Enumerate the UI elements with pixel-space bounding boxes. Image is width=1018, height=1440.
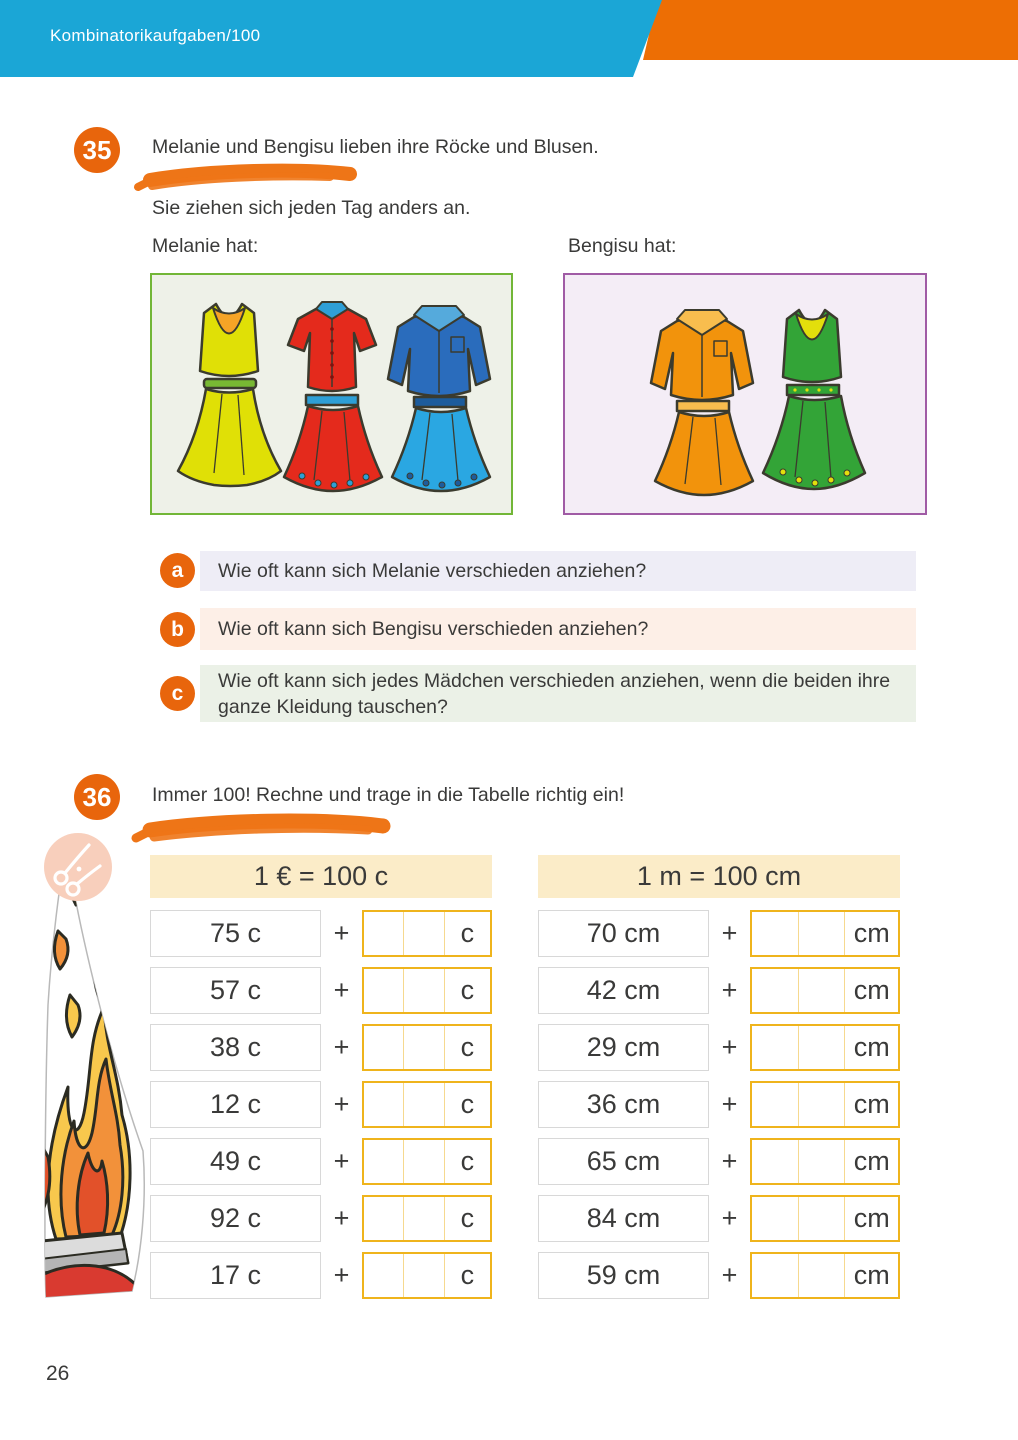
answer-digit-cell[interactable] (364, 1083, 404, 1126)
meter-answer-box[interactable] (750, 1195, 900, 1242)
meter-answer-box[interactable] (750, 1252, 900, 1299)
meter-answer-box[interactable] (750, 1024, 900, 1071)
task-36-badge (74, 774, 120, 820)
answer-digit-cell[interactable] (364, 1197, 404, 1240)
question-a-strip (200, 551, 916, 591)
euro-answer-box[interactable] (362, 1138, 492, 1185)
meter-answer-box[interactable] (750, 1081, 900, 1128)
answer-unit-cell: c (460, 918, 475, 948)
answer-digit-cell[interactable] (799, 969, 846, 1012)
meter-value-cell: 29 cm (538, 1024, 709, 1071)
answer-unit-cell: cm (853, 975, 890, 1005)
euro-value-cell: 38 c (150, 1024, 321, 1071)
answer-digit-cell[interactable] (752, 1026, 799, 1069)
answer-unit-cell: c (460, 1146, 475, 1176)
euro-answer-box[interactable] (362, 1024, 492, 1071)
answer-digit-cell[interactable] (364, 1026, 404, 1069)
meter-value-cell: 59 cm (538, 1252, 709, 1299)
answer-digit-cell[interactable] (752, 1140, 799, 1183)
answer-digit-cell[interactable] (364, 912, 404, 955)
euro-answer-box[interactable] (362, 1195, 492, 1242)
task-35-line1: Melanie und Bengisu lieben ihre Röcke und Blusen. (152, 136, 599, 158)
answer-digit-cell[interactable] (364, 969, 404, 1012)
meter-table-header: 1 m = 100 cm (538, 855, 900, 898)
task-35-badge (74, 127, 120, 173)
answer-digit-cell[interactable] (404, 912, 444, 955)
answer-digit-cell[interactable] (799, 1083, 846, 1126)
answer-digit-cell[interactable] (799, 1197, 846, 1240)
answer-digit-cell[interactable] (752, 1254, 799, 1297)
plus-sign: + (721, 975, 738, 1005)
euro-table-header: 1 € = 100 c (150, 855, 492, 898)
orange-marker-stroke-35 (130, 160, 362, 194)
plus-sign: + (333, 1089, 350, 1119)
meter-value-cell: 42 cm (538, 967, 709, 1014)
answer-digit-cell[interactable] (404, 1254, 444, 1297)
answer-digit-cell[interactable] (799, 1140, 846, 1183)
melanie-label: Melanie hat: (152, 235, 259, 257)
plus-sign: + (721, 1146, 738, 1176)
plus-sign: + (333, 975, 350, 1005)
answer-digit-cell[interactable] (404, 1026, 444, 1069)
page-header-title: Kombinatorikaufgaben/100 (50, 26, 261, 45)
answer-digit-cell[interactable] (364, 1254, 404, 1297)
answer-unit-cell: cm (853, 1146, 890, 1176)
meter-answer-box[interactable] (750, 910, 900, 957)
task-36-instruction: Immer 100! Rechne und trage in die Tabelle richtig ein! (152, 784, 625, 806)
plus-sign: + (333, 918, 350, 948)
euro-answer-box[interactable] (362, 910, 492, 957)
question-c-badge (160, 676, 195, 711)
euro-value-cell: 12 c (150, 1081, 321, 1128)
plus-sign: + (721, 1032, 738, 1062)
flame-illustration (0, 835, 150, 1310)
answer-unit-cell: c (460, 1032, 475, 1062)
plus-sign: + (721, 1203, 738, 1233)
question-c-strip (200, 665, 916, 722)
question-b-strip (200, 608, 916, 650)
euro-value-cell: 57 c (150, 967, 321, 1014)
answer-digit-cell[interactable] (752, 1197, 799, 1240)
question-c-letter: c (171, 681, 184, 705)
meter-answer-box[interactable] (750, 1138, 900, 1185)
answer-digit-cell[interactable] (364, 1140, 404, 1183)
answer-unit-cell: c (460, 1203, 475, 1233)
answer-unit-cell: c (460, 975, 475, 1005)
melanie-clothes-box (150, 273, 513, 515)
question-b-badge (160, 612, 195, 647)
plus-sign: + (333, 1260, 350, 1290)
plus-sign: + (333, 1146, 350, 1176)
bengisu-clothes-illustration (565, 275, 925, 513)
question-c-text: Wie oft kann sich jedes Mädchen verschieden anziehen, wenn die beiden ihre ganze Kleidung tauschen? (218, 669, 891, 718)
answer-digit-cell[interactable] (799, 1254, 846, 1297)
answer-digit-cell[interactable] (752, 969, 799, 1012)
euro-value-cell: 75 c (150, 910, 321, 957)
answer-unit-cell: cm (853, 1260, 890, 1290)
plus-sign: + (721, 918, 738, 948)
page-number: 26 (46, 1362, 70, 1385)
melanie-clothes-illustration (152, 275, 511, 513)
plus-sign: + (333, 1203, 350, 1233)
task-35-line2: Sie ziehen sich jeden Tag anders an. (152, 197, 471, 219)
task-35-number: 35 (82, 134, 112, 165)
bengisu-label: Bengisu hat: (568, 235, 677, 257)
question-b-letter: b (171, 617, 184, 641)
answer-unit-cell: cm (853, 918, 890, 948)
scissors-icon (44, 833, 112, 901)
answer-digit-cell[interactable] (404, 1083, 444, 1126)
answer-digit-cell[interactable] (799, 1026, 846, 1069)
euro-answer-box[interactable] (362, 1252, 492, 1299)
answer-unit-cell: c (460, 1089, 475, 1119)
euro-answer-box[interactable] (362, 967, 492, 1014)
meter-value-cell: 36 cm (538, 1081, 709, 1128)
answer-digit-cell[interactable] (752, 1083, 799, 1126)
meter-value-cell: 65 cm (538, 1138, 709, 1185)
meter-value-cell: 84 cm (538, 1195, 709, 1242)
answer-digit-cell[interactable] (404, 1197, 444, 1240)
meter-value-cell: 70 cm (538, 910, 709, 957)
plus-sign: + (721, 1089, 738, 1119)
answer-digit-cell[interactable] (752, 912, 799, 955)
meter-answer-box[interactable] (750, 967, 900, 1014)
answer-unit-cell: cm (853, 1203, 890, 1233)
orange-marker-stroke-36 (128, 808, 398, 846)
euro-value-cell: 49 c (150, 1138, 321, 1185)
question-a-letter: a (171, 558, 184, 582)
euro-answer-box[interactable] (362, 1081, 492, 1128)
task-36-number: 36 (82, 781, 112, 812)
question-b-text: Wie oft kann sich Bengisu verschieden anziehen? (218, 618, 649, 640)
euro-value-cell: 17 c (150, 1252, 321, 1299)
euro-value-cell: 92 c (150, 1195, 321, 1242)
plus-sign: + (721, 1260, 738, 1290)
answer-unit-cell: cm (853, 1032, 890, 1062)
answer-digit-cell[interactable] (404, 969, 444, 1012)
plus-sign: + (333, 1032, 350, 1062)
answer-digit-cell[interactable] (799, 912, 846, 955)
answer-unit-cell: cm (853, 1089, 890, 1119)
question-a-text: Wie oft kann sich Melanie verschieden anziehen? (218, 560, 647, 582)
bengisu-clothes-box (563, 273, 927, 515)
answer-unit-cell: c (460, 1260, 475, 1290)
question-a-badge (160, 553, 195, 588)
answer-digit-cell[interactable] (404, 1140, 444, 1183)
